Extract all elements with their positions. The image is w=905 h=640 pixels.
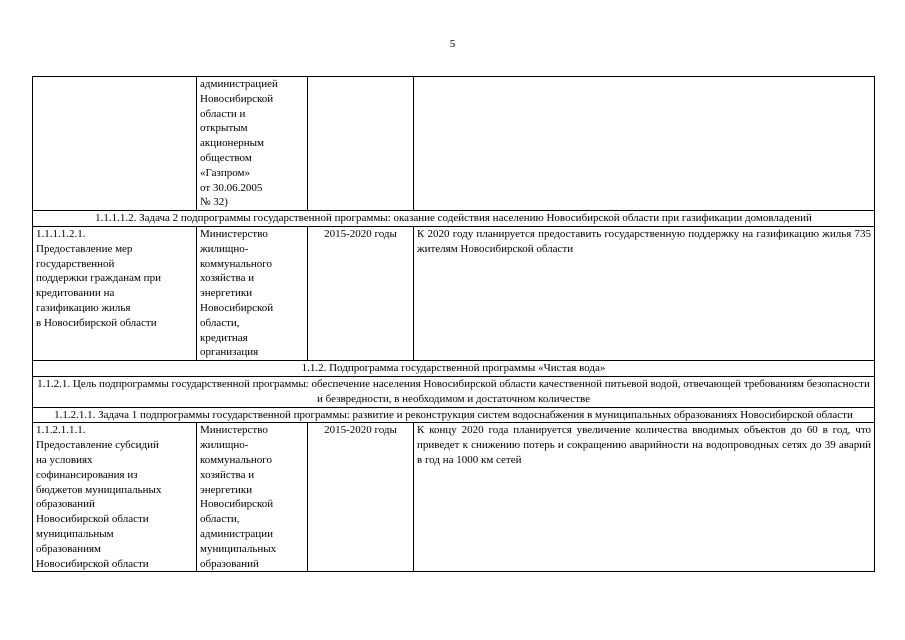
table-row-heading bbox=[33, 407, 875, 423]
executor-cell bbox=[197, 77, 308, 211]
event-text: 1.1.1.1.2.1. Предоставление мер государственной поддержки гражданам при кредитовании на газификацию жилья в Новосибирской области bbox=[36, 227, 161, 329]
period-cell: 2015-2020 годы bbox=[308, 423, 414, 572]
subprogram-heading: 1.1.2. Подпрограмма государственной программы «Чистая вода» bbox=[33, 361, 875, 377]
result-cell bbox=[414, 77, 875, 211]
period-cell bbox=[308, 77, 414, 211]
table-row bbox=[33, 77, 875, 211]
program-table bbox=[32, 76, 875, 572]
page-number: 5 bbox=[449, 38, 456, 50]
period-cell: 2015-2020 годы bbox=[308, 226, 414, 360]
executor-cell bbox=[197, 226, 308, 360]
table-row-heading bbox=[33, 211, 875, 227]
event-cell bbox=[33, 77, 197, 211]
executor-cell bbox=[197, 423, 308, 572]
executor-text: Министерство жилищно- коммунального хозяйства и энергетики Новосибирской области, кредитная организация bbox=[200, 227, 274, 359]
table-row-heading bbox=[33, 361, 875, 377]
event-cell bbox=[33, 226, 197, 360]
result-cell: К концу 2020 года планируется увеличение количества вводимых объектов до 60 в год, что приведет к снижению потерь и сокращению аварийности на водопроводных сетях до 39 аварий в год на 1000 км сетей bbox=[414, 423, 875, 572]
executor-text: администрацией Новосибирской области и открытым акционерным обществом «Газпром» от 30.06.2005 № 32) bbox=[200, 78, 278, 209]
table-row bbox=[33, 226, 875, 360]
task-heading: 1.1.2.1.1. Задача 1 подпрограммы государственной программы: развитие и реконструкция систем водоснабжения в муниципальных образованиях Новосибирской области bbox=[33, 407, 875, 423]
table-row-heading bbox=[33, 376, 875, 407]
result-cell: К 2020 году планируется предоставить государственную поддержку на газификацию жилья 735 жителям Новосибирской области bbox=[414, 226, 875, 360]
executor-text: Министерство жилищно- коммунального хозяйства и энергетики Новосибирской области, администрации муниципальных образований bbox=[200, 424, 277, 570]
event-text: 1.1.2.1.1.1. Предоставление субсидий на условиях софинансирования из бюджетов муниципальных образований Новосибирской области муниципальным образованиям Новосибирской области bbox=[36, 424, 162, 570]
task-heading: 1.1.1.1.2. Задача 2 подпрограммы государственной программы: оказание содействия населению Новосибирской области при газификации домовладений bbox=[33, 211, 875, 227]
event-cell bbox=[33, 423, 197, 572]
table-row bbox=[33, 423, 875, 572]
goal-heading: 1.1.2.1. Цель подпрограммы государственной программы: обеспечение населения Новосибирской области качественной питьевой водой, отвечающей требованиям безопасности и безвредности, в необходимом и достаточном количестве bbox=[33, 376, 875, 407]
